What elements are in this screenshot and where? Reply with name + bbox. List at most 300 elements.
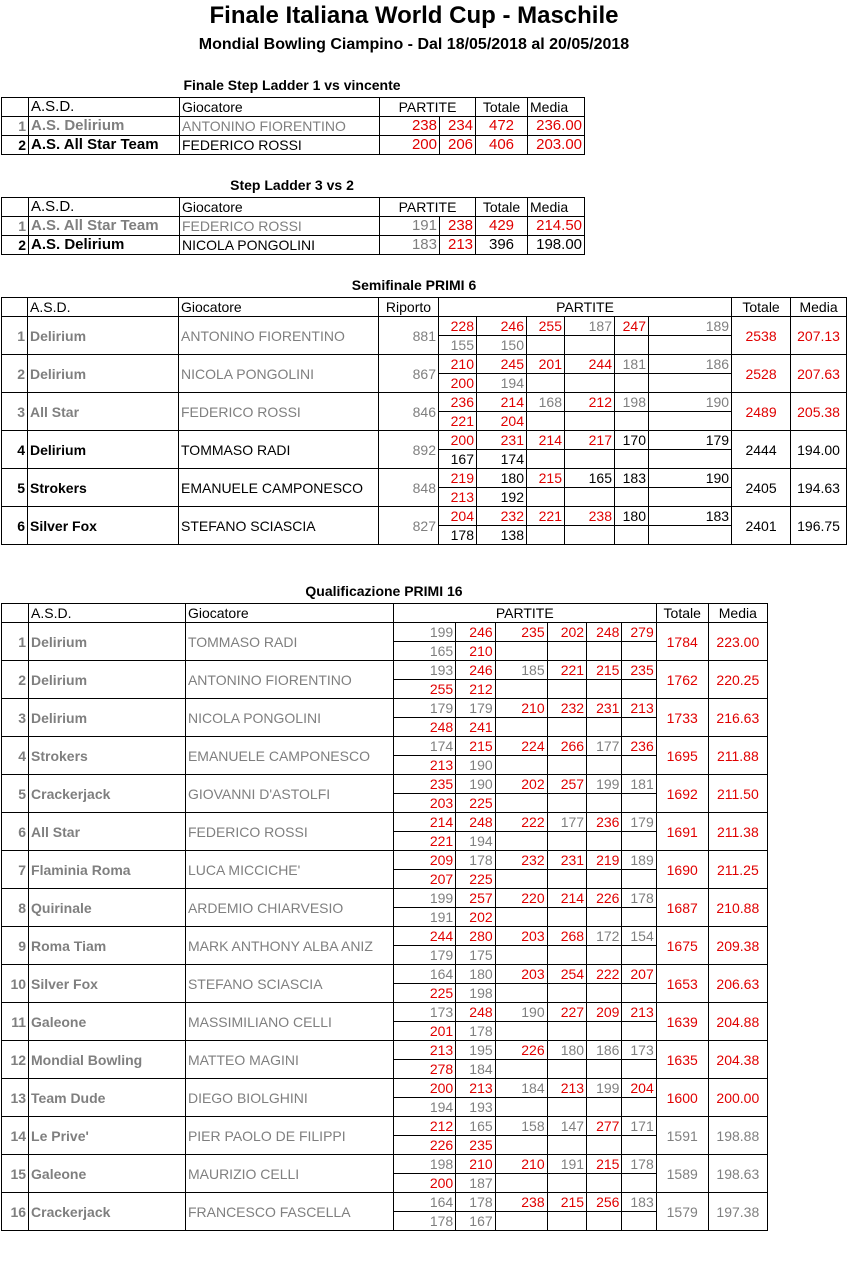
empty-cell xyxy=(495,1174,547,1193)
game-cell: 215 xyxy=(547,1193,586,1212)
empty-cell xyxy=(649,412,732,431)
avg-cell: 207.13 xyxy=(791,317,847,355)
table-row xyxy=(2,136,585,155)
empty-cell xyxy=(495,794,547,813)
game-cell: 235 xyxy=(495,623,547,642)
game-cell: 231 xyxy=(547,851,586,870)
game-cell: 255 xyxy=(527,317,565,336)
avg-cell: 210.88 xyxy=(708,889,767,927)
empty-cell xyxy=(587,680,622,699)
empty-cell xyxy=(587,1212,622,1231)
header-blank xyxy=(2,298,28,317)
game-cell: 236 xyxy=(587,813,622,832)
game-cell: 232 xyxy=(477,507,527,526)
game-cell: 222 xyxy=(495,813,547,832)
game-cell: 234 xyxy=(440,117,476,136)
total-cell: 1784 xyxy=(656,623,708,661)
table-row xyxy=(2,661,768,680)
rank-cell: 11 xyxy=(2,1003,29,1041)
empty-cell xyxy=(622,642,656,661)
game-cell: 213 xyxy=(393,1041,455,1060)
game-cell: 236 xyxy=(622,737,656,756)
empty-cell xyxy=(587,1174,622,1193)
game-cell: 221 xyxy=(439,412,477,431)
header-games: PARTITE xyxy=(393,604,656,623)
empty-cell xyxy=(547,1174,586,1193)
game-cell: 167 xyxy=(456,1212,495,1231)
empty-cell xyxy=(649,450,732,469)
total-cell: 1639 xyxy=(656,1003,708,1041)
game-cell: 198 xyxy=(393,1155,455,1174)
player-cell: MAURIZIO CELLI xyxy=(185,1155,393,1193)
empty-cell xyxy=(547,1060,586,1079)
carry-cell: 827 xyxy=(379,507,439,545)
player-cell: ARDEMIO CHIARVESIO xyxy=(185,889,393,927)
game-cell: 180 xyxy=(615,507,649,526)
team-cell: All Star xyxy=(28,393,179,431)
semi-title: Semifinale PRIMI 6 xyxy=(351,277,477,293)
table-row xyxy=(2,117,585,136)
step1-title: Finale Step Ladder 1 vs vincente xyxy=(183,77,401,93)
game-cell: 200 xyxy=(380,136,440,155)
table-row xyxy=(2,813,768,832)
game-cell: 183 xyxy=(380,236,440,255)
game-cell: 203 xyxy=(393,794,455,813)
total-cell: 1687 xyxy=(656,889,708,927)
rank-cell: 15 xyxy=(2,1155,29,1193)
table-row xyxy=(2,1003,768,1022)
table-row xyxy=(2,1155,768,1174)
table-row xyxy=(2,431,847,450)
game-cell: 225 xyxy=(393,984,455,1003)
empty-cell xyxy=(622,1212,656,1231)
game-cell: 214 xyxy=(393,813,455,832)
game-cell: 178 xyxy=(622,889,656,908)
team-cell: A.S. All Star Team xyxy=(29,217,180,236)
avg-cell: 198.00 xyxy=(528,236,585,255)
empty-cell xyxy=(547,1098,586,1117)
game-cell: 199 xyxy=(587,1079,622,1098)
rank-cell: 10 xyxy=(2,965,29,1003)
table-row xyxy=(2,927,768,946)
empty-cell xyxy=(649,488,732,507)
game-cell: 198 xyxy=(456,984,495,1003)
player-cell: MARK ANTHONY ALBA ANIZ xyxy=(185,927,393,965)
rank-cell: 5 xyxy=(2,775,29,813)
game-cell: 174 xyxy=(393,737,455,756)
header-games: PARTITE xyxy=(380,98,476,117)
table-row xyxy=(2,1079,768,1098)
game-cell: 181 xyxy=(622,775,656,794)
rank-cell: 2 xyxy=(2,136,29,155)
team-cell: Strokers xyxy=(29,737,186,775)
game-cell: 235 xyxy=(393,775,455,794)
empty-cell xyxy=(565,488,615,507)
header-asd: A.S.D. xyxy=(29,98,180,117)
game-cell: 201 xyxy=(393,1022,455,1041)
game-cell: 190 xyxy=(649,393,732,412)
header-total: Totale xyxy=(476,198,528,217)
empty-cell xyxy=(547,756,586,775)
empty-cell xyxy=(622,1060,656,1079)
empty-cell xyxy=(527,374,565,393)
game-cell: 246 xyxy=(456,661,495,680)
player-cell: PIER PAOLO DE FILIPPI xyxy=(185,1117,393,1155)
game-cell: 190 xyxy=(649,469,732,488)
avg-cell: 204.88 xyxy=(708,1003,767,1041)
rank-cell: 1 xyxy=(2,623,29,661)
empty-cell xyxy=(495,756,547,775)
game-cell: 215 xyxy=(456,737,495,756)
empty-cell xyxy=(495,1022,547,1041)
game-cell: 194 xyxy=(456,832,495,851)
player-cell: MATTEO MAGINI xyxy=(185,1041,393,1079)
game-cell: 195 xyxy=(456,1041,495,1060)
table-row xyxy=(2,623,768,642)
team-cell: All Star xyxy=(29,813,186,851)
team-cell: Crackerjack xyxy=(29,1193,186,1231)
game-cell: 165 xyxy=(456,1117,495,1136)
empty-cell xyxy=(622,870,656,889)
empty-cell xyxy=(527,412,565,431)
game-cell: 191 xyxy=(547,1155,586,1174)
avg-cell: 209.38 xyxy=(708,927,767,965)
avg-cell: 205.38 xyxy=(791,393,847,431)
player-cell: FRANCESCO FASCELLA xyxy=(185,1193,393,1231)
header-player: Giocatore xyxy=(185,604,393,623)
game-cell: 173 xyxy=(622,1041,656,1060)
total-cell: 472 xyxy=(476,117,528,136)
game-cell: 228 xyxy=(439,317,477,336)
empty-cell xyxy=(622,756,656,775)
game-cell: 177 xyxy=(587,737,622,756)
carry-cell: 848 xyxy=(379,469,439,507)
empty-cell xyxy=(649,336,732,355)
avg-cell: 194.00 xyxy=(791,431,847,469)
player-cell: EMANUELE CAMPONESCO xyxy=(185,737,393,775)
game-cell: 246 xyxy=(477,317,527,336)
empty-cell xyxy=(547,680,586,699)
empty-cell xyxy=(587,794,622,813)
avg-cell: 211.25 xyxy=(708,851,767,889)
game-cell: 254 xyxy=(547,965,586,984)
qual-body xyxy=(2,604,768,1231)
player-cell: EMANUELE CAMPONESCO xyxy=(179,469,379,507)
header-total: Totale xyxy=(732,298,791,317)
team-cell: A.S. Delirium xyxy=(29,236,180,255)
table-row xyxy=(2,775,768,794)
header-player: Giocatore xyxy=(179,298,379,317)
empty-cell xyxy=(547,1136,586,1155)
game-cell: 256 xyxy=(587,1193,622,1212)
game-cell: 204 xyxy=(439,507,477,526)
header-asd: A.S.D. xyxy=(29,198,180,217)
game-cell: 213 xyxy=(393,756,455,775)
table-row xyxy=(2,355,847,374)
game-cell: 189 xyxy=(622,851,656,870)
game-cell: 202 xyxy=(495,775,547,794)
game-cell: 168 xyxy=(527,393,565,412)
game-cell: 209 xyxy=(587,1003,622,1022)
game-cell: 193 xyxy=(393,661,455,680)
table-row xyxy=(2,1193,768,1212)
empty-cell xyxy=(565,374,615,393)
total-cell: 1692 xyxy=(656,775,708,813)
game-cell: 244 xyxy=(393,927,455,946)
game-cell: 214 xyxy=(547,889,586,908)
game-cell: 178 xyxy=(622,1155,656,1174)
game-cell: 222 xyxy=(587,965,622,984)
empty-cell xyxy=(587,946,622,965)
game-cell: 257 xyxy=(547,775,586,794)
step1-body xyxy=(2,98,585,155)
game-cell: 225 xyxy=(456,870,495,889)
total-cell: 2405 xyxy=(732,469,791,507)
game-cell: 190 xyxy=(456,775,495,794)
team-cell: Galeone xyxy=(29,1003,186,1041)
game-cell: 165 xyxy=(393,642,455,661)
rank-cell: 6 xyxy=(2,507,28,545)
game-cell: 215 xyxy=(527,469,565,488)
header-asd: A.S.D. xyxy=(29,604,186,623)
rank-cell: 5 xyxy=(2,469,28,507)
game-cell: 226 xyxy=(587,889,622,908)
game-cell: 185 xyxy=(495,661,547,680)
avg-cell: 211.88 xyxy=(708,737,767,775)
empty-cell xyxy=(622,718,656,737)
empty-cell xyxy=(495,642,547,661)
step2-title: Step Ladder 3 vs 2 xyxy=(230,177,354,193)
game-cell: 178 xyxy=(456,1022,495,1041)
game-cell: 248 xyxy=(456,813,495,832)
rank-cell: 4 xyxy=(2,431,28,469)
game-cell: 248 xyxy=(456,1003,495,1022)
game-cell: 170 xyxy=(615,431,649,450)
rank-cell: 1 xyxy=(2,317,28,355)
empty-cell xyxy=(565,412,615,431)
game-cell: 179 xyxy=(622,813,656,832)
player-cell: TOMMASO RADI xyxy=(179,431,379,469)
empty-cell xyxy=(527,450,565,469)
game-cell: 221 xyxy=(527,507,565,526)
game-cell: 280 xyxy=(456,927,495,946)
empty-cell xyxy=(587,1136,622,1155)
avg-cell: 223.00 xyxy=(708,623,767,661)
avg-cell: 194.63 xyxy=(791,469,847,507)
semi-body xyxy=(2,298,847,545)
empty-cell xyxy=(495,680,547,699)
game-cell: 212 xyxy=(393,1117,455,1136)
table-row xyxy=(2,699,768,718)
step2-header-row xyxy=(2,198,585,217)
team-cell: A.S. Delirium xyxy=(29,117,180,136)
step2-table xyxy=(1,197,585,255)
game-cell: 206 xyxy=(440,136,476,155)
game-cell: 183 xyxy=(622,1193,656,1212)
game-cell: 213 xyxy=(456,1079,495,1098)
rank-cell: 2 xyxy=(2,236,29,255)
empty-cell xyxy=(547,794,586,813)
game-cell: 214 xyxy=(477,393,527,412)
empty-cell xyxy=(547,984,586,1003)
avg-cell: 196.75 xyxy=(791,507,847,545)
player-cell: NICOLA PONGOLINI xyxy=(185,699,393,737)
empty-cell xyxy=(622,794,656,813)
game-cell: 204 xyxy=(477,412,527,431)
game-cell: 179 xyxy=(393,699,455,718)
total-cell: 396 xyxy=(476,236,528,255)
table-row xyxy=(2,393,847,412)
semi-table xyxy=(1,297,847,545)
header-player: Giocatore xyxy=(180,198,380,217)
game-cell: 180 xyxy=(477,469,527,488)
total-cell: 1691 xyxy=(656,813,708,851)
avg-cell: 211.50 xyxy=(708,775,767,813)
table-row xyxy=(2,1117,768,1136)
game-cell: 175 xyxy=(456,946,495,965)
avg-cell: 207.63 xyxy=(791,355,847,393)
game-cell: 232 xyxy=(547,699,586,718)
rank-cell: 8 xyxy=(2,889,29,927)
game-cell: 171 xyxy=(622,1117,656,1136)
game-cell: 201 xyxy=(527,355,565,374)
rank-cell: 4 xyxy=(2,737,29,775)
game-cell: 173 xyxy=(393,1003,455,1022)
game-cell: 187 xyxy=(565,317,615,336)
avg-cell: 236.00 xyxy=(528,117,585,136)
game-cell: 194 xyxy=(477,374,527,393)
game-cell: 266 xyxy=(547,737,586,756)
empty-cell xyxy=(587,718,622,737)
game-cell: 179 xyxy=(393,946,455,965)
avg-cell: 203.00 xyxy=(528,136,585,155)
player-cell: ANTONINO FIORENTINO xyxy=(185,661,393,699)
empty-cell xyxy=(622,1174,656,1193)
game-cell: 193 xyxy=(456,1098,495,1117)
empty-cell xyxy=(565,526,615,545)
empty-cell xyxy=(615,374,649,393)
empty-cell xyxy=(622,946,656,965)
empty-cell xyxy=(495,832,547,851)
team-cell: Quirinale xyxy=(29,889,186,927)
game-cell: 179 xyxy=(456,699,495,718)
game-cell: 246 xyxy=(456,623,495,642)
game-cell: 225 xyxy=(456,794,495,813)
avg-cell: 214.50 xyxy=(528,217,585,236)
game-cell: 204 xyxy=(622,1079,656,1098)
empty-cell xyxy=(587,870,622,889)
team-cell: Silver Fox xyxy=(29,965,186,1003)
game-cell: 167 xyxy=(439,450,477,469)
game-cell: 174 xyxy=(477,450,527,469)
game-cell: 238 xyxy=(565,507,615,526)
team-cell: A.S. All Star Team xyxy=(29,136,180,155)
total-cell: 429 xyxy=(476,217,528,236)
rank-cell: 16 xyxy=(2,1193,29,1231)
rank-cell: 1 xyxy=(2,217,29,236)
player-cell: MASSIMILIANO CELLI xyxy=(185,1003,393,1041)
empty-cell xyxy=(615,412,649,431)
empty-cell xyxy=(615,488,649,507)
player-cell: DIEGO BIOLGHINI xyxy=(185,1079,393,1117)
game-cell: 221 xyxy=(393,832,455,851)
game-cell: 231 xyxy=(477,431,527,450)
rank-cell: 1 xyxy=(2,117,29,136)
game-cell: 192 xyxy=(477,488,527,507)
game-cell: 217 xyxy=(565,431,615,450)
total-cell: 1635 xyxy=(656,1041,708,1079)
player-cell: LUCA MICCICHE' xyxy=(185,851,393,889)
team-cell: Delirium xyxy=(29,699,186,737)
total-cell: 2528 xyxy=(732,355,791,393)
table-row xyxy=(2,737,768,756)
total-cell: 1600 xyxy=(656,1079,708,1117)
game-cell: 207 xyxy=(393,870,455,889)
game-cell: 226 xyxy=(393,1136,455,1155)
table-row xyxy=(2,507,847,526)
game-cell: 202 xyxy=(456,908,495,927)
game-cell: 165 xyxy=(565,469,615,488)
game-cell: 279 xyxy=(622,623,656,642)
game-cell: 214 xyxy=(527,431,565,450)
game-cell: 219 xyxy=(587,851,622,870)
table-row xyxy=(2,965,768,984)
rank-cell: 2 xyxy=(2,355,28,393)
empty-cell xyxy=(495,946,547,965)
game-cell: 191 xyxy=(393,908,455,927)
game-cell: 224 xyxy=(495,737,547,756)
rank-cell: 12 xyxy=(2,1041,29,1079)
empty-cell xyxy=(622,1098,656,1117)
game-cell: 213 xyxy=(439,488,477,507)
empty-cell xyxy=(495,908,547,927)
player-cell: TOMMASO RADI xyxy=(185,623,393,661)
game-cell: 248 xyxy=(587,623,622,642)
total-cell: 406 xyxy=(476,136,528,155)
player-cell: NICOLA PONGOLINI xyxy=(180,236,380,255)
header-avg: Media xyxy=(528,198,585,217)
empty-cell xyxy=(587,832,622,851)
header-games: PARTITE xyxy=(439,298,732,317)
header-blank xyxy=(2,98,29,117)
header-avg: Media xyxy=(708,604,767,623)
game-cell: 189 xyxy=(649,317,732,336)
game-cell: 178 xyxy=(456,1193,495,1212)
game-cell: 191 xyxy=(380,217,440,236)
empty-cell xyxy=(622,984,656,1003)
carry-cell: 867 xyxy=(379,355,439,393)
total-cell: 1653 xyxy=(656,965,708,1003)
rank-cell: 2 xyxy=(2,661,29,699)
game-cell: 215 xyxy=(587,1155,622,1174)
game-cell: 210 xyxy=(495,699,547,718)
empty-cell xyxy=(495,870,547,889)
empty-cell xyxy=(495,1098,547,1117)
game-cell: 155 xyxy=(439,336,477,355)
team-cell: Delirium xyxy=(28,431,179,469)
table-row xyxy=(2,317,847,336)
team-cell: Team Dude xyxy=(29,1079,186,1117)
semi-header-row xyxy=(2,298,847,317)
team-cell: Delirium xyxy=(29,623,186,661)
game-cell: 277 xyxy=(587,1117,622,1136)
game-cell: 194 xyxy=(393,1098,455,1117)
empty-cell xyxy=(622,832,656,851)
total-cell: 2489 xyxy=(732,393,791,431)
game-cell: 138 xyxy=(477,526,527,545)
empty-cell xyxy=(622,1022,656,1041)
game-cell: 232 xyxy=(495,851,547,870)
